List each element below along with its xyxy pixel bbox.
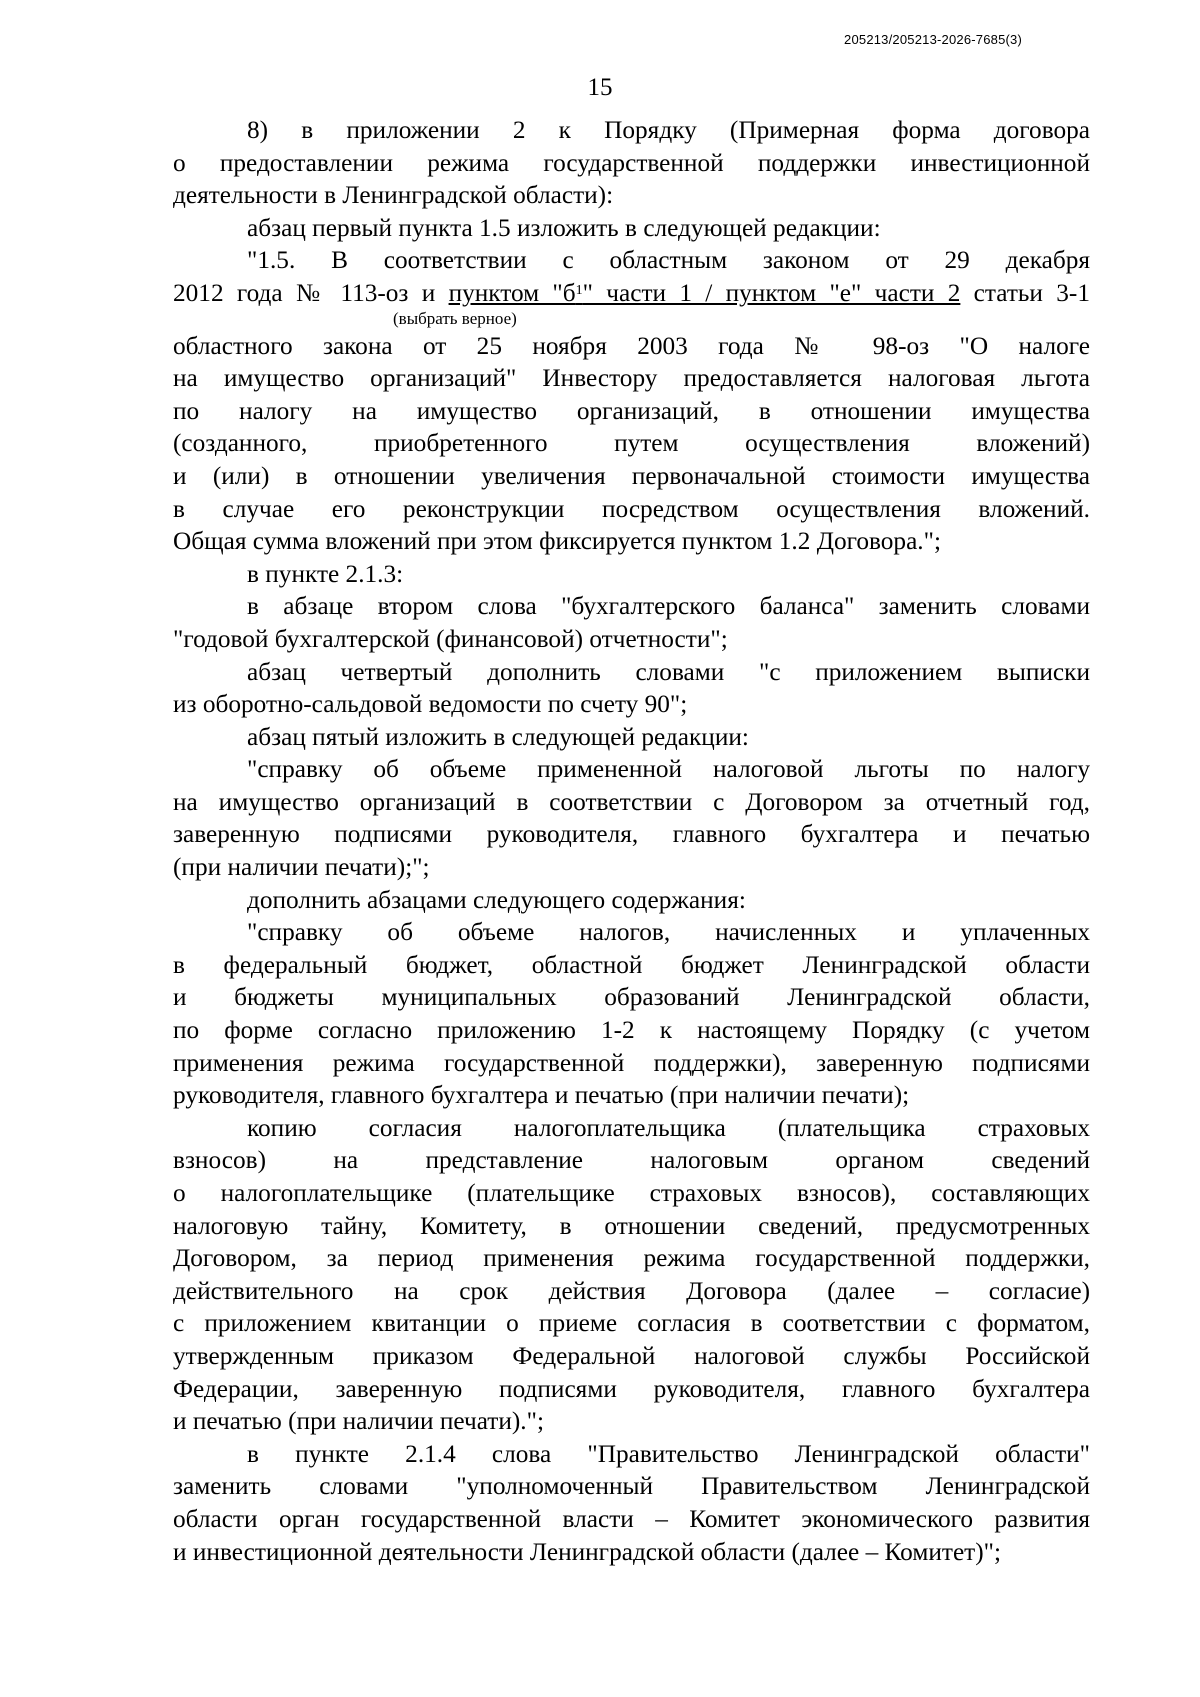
paragraph-abzac-4: [173, 656, 1090, 721]
text-line: утвержденным приказом Федеральной налоговой службы Российской: [173, 1341, 1090, 1370]
paragraph-clause-1-5: [173, 244, 1090, 557]
text-line: руководителя, главного бухгалтера и печатью (при наличии печати);: [173, 1081, 910, 1110]
document-body: [173, 114, 1090, 1568]
text-line: в абзаце втором слова "бухгалтерского баланса" заменить словами: [247, 592, 1090, 621]
text-fragment: " части 1 / пунктом "е" части 2: [582, 278, 961, 307]
text-line: по форме согласно приложению 1-2 к настоящему Порядку (с учетом: [173, 1016, 1090, 1045]
text-line: и (или) в отношении увеличения первоначальной стоимости имущества: [173, 461, 1090, 490]
text-line: и печатью (при наличии печати).";: [173, 1407, 544, 1436]
page-number: 15: [587, 74, 613, 101]
text-line: абзац пятый изложить в следующей редакции:: [247, 722, 749, 751]
text-line: Федерации, заверенную подписями руководителя, главного бухгалтера: [173, 1374, 1090, 1403]
text-fragment: пунктом "б: [448, 278, 576, 307]
text-line: в пункте 2.1.4 слова "Правительство Ленинградской области": [247, 1439, 1090, 1468]
text-line: из оборотно-сальдовой ведомости по счету 90";: [173, 690, 688, 719]
paragraph-spravka-nalogi: [173, 916, 1090, 1112]
paragraph-kopiya-soglasiya: [173, 1112, 1090, 1438]
paragraph-abzac-2: [173, 590, 1090, 655]
paragraph-item-8: [173, 114, 1090, 212]
text-line: Договором, за период применения режима государственной поддержки,: [173, 1244, 1090, 1273]
text-line: "справку об объеме примененной налоговой льготы по налогу: [247, 755, 1090, 784]
text-line: на имущество организаций в соответствии с Договором за отчетный год,: [173, 787, 1090, 816]
text-line: в федеральный бюджет, областной бюджет Ленинградской области: [173, 950, 1090, 979]
text-line: и бюджеты муниципальных образований Ленинградской области,: [173, 983, 1090, 1012]
text-line: абзац первый пункта 1.5 изложить в следующей редакции:: [247, 213, 881, 242]
text-line: "справку об объеме налогов, начисленных и уплаченных: [247, 918, 1090, 947]
text-line-with-choice: [173, 277, 1090, 310]
text-line: действительного на срок действия Договора (далее – согласие): [173, 1276, 1090, 1305]
paragraph-abzac-5: [173, 721, 1090, 754]
text-line: областного закона от 25 ноября 2003 года № 98-оз "О налоге: [173, 331, 1090, 360]
text-line: дополнить абзацами следующего содержания:: [247, 885, 746, 914]
paragraph-clause-2-1-4: [173, 1438, 1090, 1568]
text-line: взносов) на представление налоговым органом сведений: [173, 1146, 1090, 1175]
underlined-choice: [449, 279, 961, 307]
text-line: о налогоплательщике (плательщике страховых взносов), составляющих: [173, 1179, 1090, 1207]
superscript: 1: [575, 282, 583, 298]
text-line: в случае его реконструкции посредством осуществления вложений.: [173, 494, 1090, 523]
text-line: деятельности в Ленинградской области):: [173, 181, 614, 210]
paragraph-clause-2-1-3: [173, 558, 1090, 591]
text-line: по налогу на имущество организаций, в отношении имущества: [173, 396, 1090, 425]
document-id: 205213/205213-2026-7685(3): [844, 32, 1022, 47]
text-line: 8) в приложении 2 к Порядку (Примерная форма договора: [247, 116, 1090, 144]
text-line: "годовой бухгалтерской (финансовой) отчетности";: [173, 624, 728, 653]
paragraph-dopolnit: [173, 884, 1090, 917]
paragraph-abzac-1-5: [173, 212, 1090, 245]
text-line: "1.5. В соответствии с областным законом от 29 декабря: [247, 246, 1090, 275]
text-line: заменить словами "уполномоченный Правительством Ленинградской: [173, 1472, 1090, 1501]
text-line: на имущество организаций" Инвестору предоставляется налоговая льгота: [173, 364, 1090, 393]
text-line: применения режима государственной поддержки), заверенную подписями: [173, 1048, 1090, 1077]
text-line: в пункте 2.1.3:: [247, 559, 404, 588]
text-line: Общая сумма вложений при этом фиксируется пунктом 1.2 Договора.";: [173, 527, 941, 556]
text-line: области орган государственной власти – Комитет экономического развития: [173, 1504, 1090, 1533]
paragraph-spravka-lgota: [173, 753, 1090, 883]
text-line: копию согласия налогоплательщика (плательщика страховых: [247, 1113, 1090, 1142]
text-line: (при наличии печати);";: [173, 853, 430, 882]
text-line: налоговую тайну, Комитету, в отношении сведений, предусмотренных: [173, 1211, 1090, 1240]
text-fragment: статьи 3-1: [960, 278, 1090, 307]
text-line: (созданного, приобретенного путем осуществления вложений): [173, 429, 1090, 458]
text-line: о предоставлении режима государственной поддержки инвестиционной: [173, 148, 1090, 177]
text-line: заверенную подписями руководителя, главного бухгалтера и печатью: [173, 820, 1090, 849]
choice-note: (выбрать верное): [393, 308, 517, 328]
text-line: с приложением квитанции о приеме согласия в соответствии с форматом,: [173, 1309, 1090, 1338]
text-line: абзац четвертый дополнить словами "с приложением выписки: [247, 657, 1090, 686]
text-line: и инвестиционной деятельности Ленинградской области (далее – Комитет)";: [173, 1537, 1002, 1566]
text-fragment: 2012 года № 113-оз и: [173, 278, 449, 307]
